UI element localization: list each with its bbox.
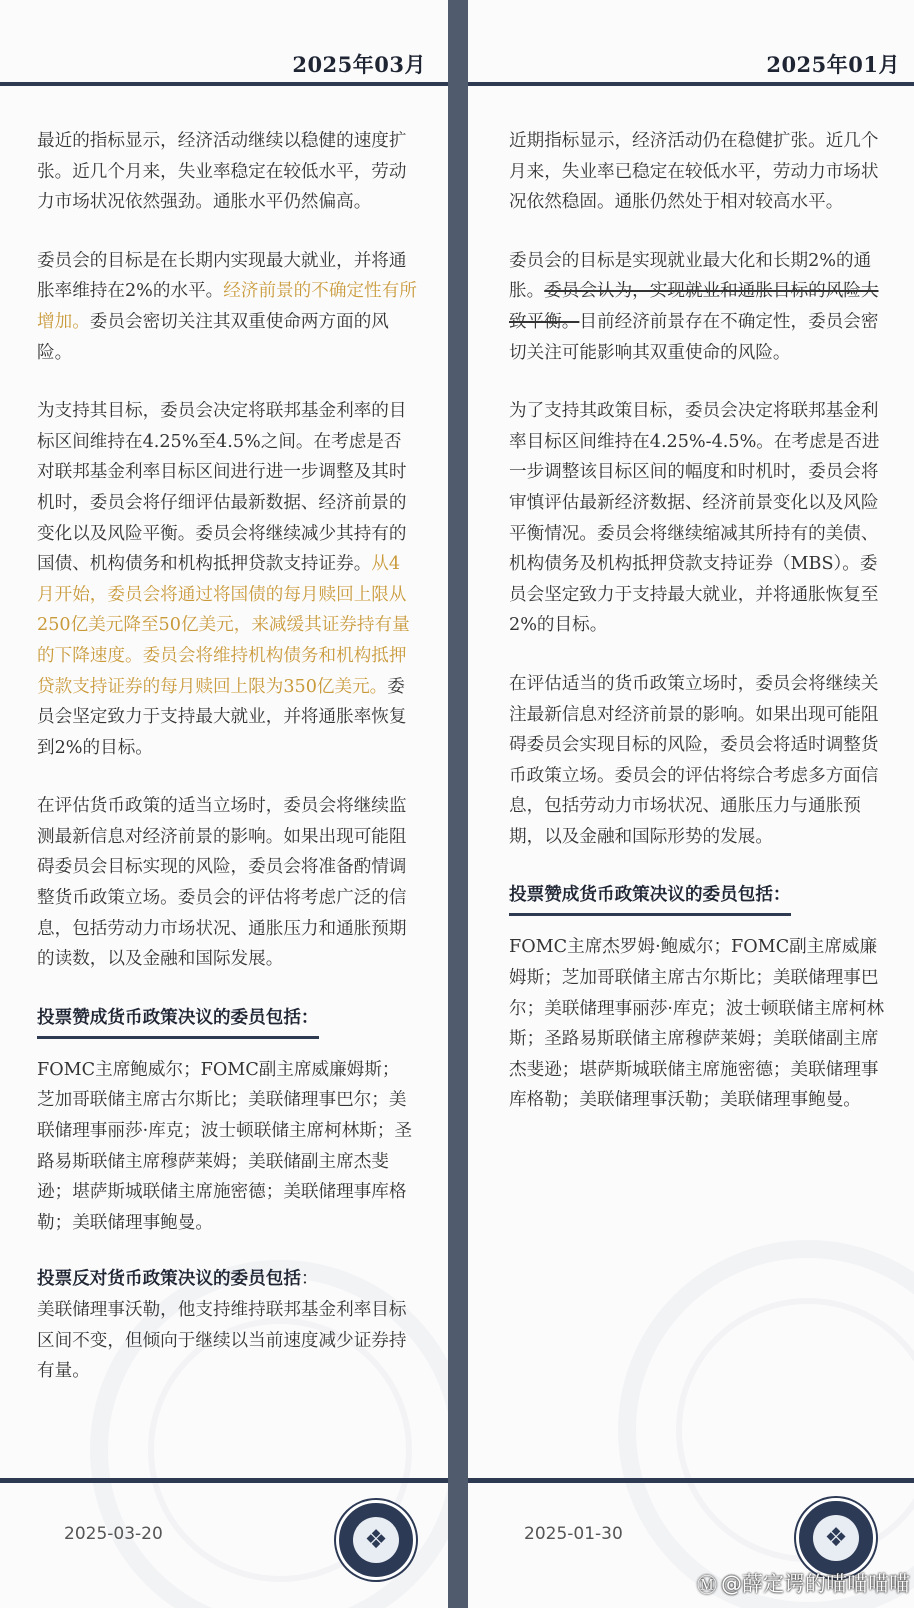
vote-for-text: FOMC主席杰罗姆·鲍威尔；FOMC副主席威廉姆斯；芝加哥联储主席古尔斯比；美联储理事巴尔；美联储理事丽莎·库克；波士顿联储主席柯林斯；圣路易斯联储主席穆萨莱姆；美联储副主席杰斐逊；堪萨斯城联储主席施密德；美联储理事库格勒；美联储理事沃勒；美联储理事鲍曼。 — [509, 937, 885, 1111]
paragraph-economy — [37, 126, 417, 218]
vote-for-title: 投票赞成货币政策决议的委员包括： — [509, 880, 791, 916]
paragraph-text: 最近的指标显示，经济活动继续以稳健的速度扩张。近几个月来，失业率稳定在较低水平，劳动力市场状况依然强劲。通胀水平仍然偏高。 — [37, 131, 407, 213]
federal-reserve-seal-icon — [796, 1498, 876, 1578]
paragraph-economy — [509, 126, 889, 218]
footer-date: 2025-01-30 — [524, 1524, 623, 1544]
paragraph-rate-decision — [509, 396, 889, 641]
header-divider — [0, 82, 448, 86]
watermark-text: @薛定谔的喵喵喵喵 — [721, 1572, 910, 1596]
paragraph-text: 在评估货币政策的适当立场时，委员会将继续监测最新信息对经济前景的影响。如果出现可能阻碍委员会目标实现的风险，委员会将准备酌情调整货币政策立场。委员会的评估将考虑广泛的信息，包括劳动力市场状况、通胀压力和通胀预期的读数，以及金融和国际发展。 — [37, 796, 407, 970]
paragraph-policy-stance — [37, 791, 417, 975]
paragraph-goals — [509, 246, 889, 368]
paragraph-text: 为了支持其政策目标，委员会决定将联邦基金利率目标区间维持在4.25%-4.5%。在考虑是否进一步调整该目标区间的幅度和时机时，委员会将审慎评估最新经济数据、经济前景变化以及风险平衡情况。委员会将继续缩减其所持有的美债、机构债务及机构抵押贷款支持证券（MBS）。委员会坚定致力于支持最大就业，并将通胀恢复至2%的目标。 — [509, 401, 880, 636]
footer-divider — [468, 1478, 914, 1483]
eagle-icon: ❖ — [353, 1517, 399, 1563]
paragraph-text: 委员会的目标是实现就业最大化和长期2%的通胀。 — [509, 250, 872, 302]
highlighted-change: 经济前景的不确定性有所增加。 — [37, 281, 417, 332]
paragraph-goals — [37, 246, 417, 368]
vote-for-list — [509, 932, 889, 1116]
header — [292, 44, 426, 84]
paragraph-text: 委员会密切关注其双重使命两方面的风险。 — [37, 311, 389, 363]
vote-for-title: 投票赞成货币政策决议的委员包括： — [37, 1003, 319, 1039]
paragraph-text: 委员会坚定致力于支持最大就业，并将通胀率恢复到2%的目标。 — [37, 676, 407, 758]
vote-for-list — [37, 1055, 417, 1239]
statement-march-panel — [0, 0, 448, 1608]
eagle-icon: ❖ — [813, 1515, 859, 1561]
paragraph-text: 委员会的目标是在长期内实现最大就业，并将通胀率维持在2%的水平。 — [37, 250, 407, 302]
paragraph-text: 目前经济前景存在不确定性，委员会密切关注可能影响其双重使命的风险。 — [509, 311, 879, 363]
author-watermark — [697, 1568, 910, 1598]
paragraph-policy-stance — [509, 669, 889, 853]
statement-body — [509, 126, 889, 1144]
vote-against-title: 投票反对货币政策决议的委员包括 — [37, 1268, 301, 1290]
header-date: 2025年03月 — [292, 52, 426, 77]
paragraph-text: 近期指标显示，经济活动仍在稳健扩张。近几个月来，失业率已稳定在较低水平，劳动力市场状况依然稳固。通胀仍然处于相对较高水平。 — [509, 131, 879, 213]
vote-for-text: FOMC主席鲍威尔；FOMC副主席威廉姆斯；芝加哥联储主席古尔斯比；美联储理事巴尔；美联储理事丽莎·库克；波士顿联储主席柯林斯；圣路易斯联储主席穆萨莱姆；美联储副主席杰斐逊；堪萨斯城联储主席施密德；美联储理事库格勒；美联储理事鲍曼。 — [37, 1059, 413, 1233]
vote-against-text: 美联储理事沃勒，他支持维持联邦基金利率目标区间不变，但倾向于继续以当前速度减少证券持有量。 — [37, 1300, 407, 1382]
weibo-logo-icon: Ⓜ — [697, 1572, 717, 1597]
header — [766, 44, 900, 84]
vote-against-section — [37, 1264, 417, 1386]
header-date: 2025年01月 — [766, 52, 900, 77]
vote-against-colon: ： — [300, 1269, 319, 1290]
statement-body — [37, 126, 417, 1387]
removed-text: 委员会认为，实现就业和通胀目标的风险大致平衡。 — [509, 281, 879, 332]
statement-january-panel — [468, 0, 914, 1608]
paragraph-text: 为支持其目标，委员会决定将联邦基金利率的目标区间维持在4.25%至4.5%之间。在考虑是否对联邦基金利率目标区间进行进一步调整及其时机时，委员会将仔细评估最新数据、经济前景的变化以及风险平衡。委员会将继续减少其持有的国债、机构债务和机构抵押贷款支持证券。 — [37, 401, 407, 575]
footer-divider — [0, 1478, 448, 1483]
footer-date: 2025-03-20 — [64, 1524, 163, 1544]
paragraph-text: 在评估适当的货币政策立场时，委员会将继续关注最新信息对经济前景的影响。如果出现可能阻碍委员会实现目标的风险，委员会将适时调整货币政策立场。委员会的评估将综合考虑多方面信息，包括劳动力市场状况、通胀压力与通胀预期，以及金融和国际形势的发展。 — [509, 673, 879, 847]
paragraph-rate-decision — [37, 396, 417, 763]
header-divider — [468, 82, 914, 86]
highlighted-change: 从4月开始，委员会将通过将国债的每月赎回上限从250亿美元降至50亿美元，来减缓其证券持有量的下降速度。委员会将维持机构债务和机构抵押贷款支持证券的每月赎回上限为350亿美元。 — [37, 554, 410, 697]
federal-reserve-seal-icon — [336, 1500, 416, 1580]
